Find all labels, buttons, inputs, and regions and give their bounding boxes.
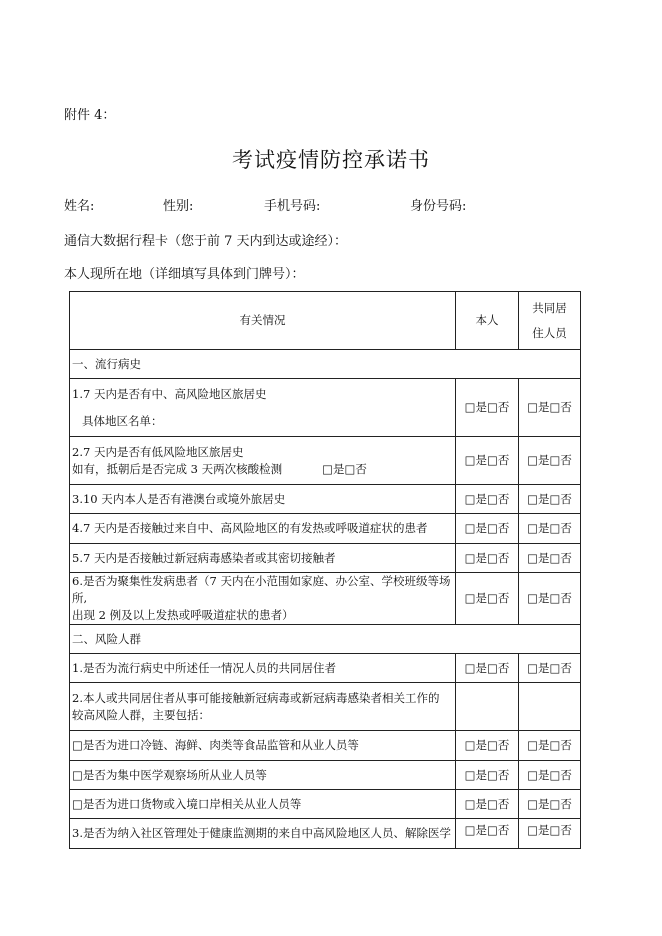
header-cohabitant-line1: 共同居 [532,300,567,315]
risk-row-2-self-empty [456,683,519,731]
risk-row-1-self-checkbox[interactable]: □是□否 [456,654,519,683]
table-row [70,544,581,573]
row-5-self-checkbox[interactable]: □是□否 [456,544,519,573]
risk-row-2b-cohabitant-checkbox[interactable]: □是□否 [519,761,581,790]
table-row [70,654,581,683]
row-1-cohabitant-checkbox[interactable]: □是□否 [519,379,581,437]
risk-row-2c-text[interactable]: □是否为进口货物或入境口岸相关从业人员等 [70,790,456,819]
risk-row-3-self-checkbox[interactable]: □是□否 [456,819,519,849]
risk-row-2b-text[interactable]: □是否为集中医学观察场所从业人员等 [70,761,456,790]
row-3-cohabitant-checkbox[interactable]: □是□否 [519,485,581,514]
row-2-text [70,437,456,485]
table-row [70,379,581,437]
header-situation: 有关情况 [70,292,456,350]
risk-row-2a-text[interactable]: □是否为进口冷链、海鲜、肉类等食品监管和从业人员等 [70,731,456,761]
row-4-text: 4.7 天内是否接触过来自中、高风险地区的有发热或呼吸道症状的患者 [70,514,456,544]
table-row [70,573,581,625]
itinerary-card-label: 通信大数据行程卡（您于前 7 天内到达或途经）： [64,234,348,249]
row-2-inline-checkbox[interactable]: □是□否 [322,461,367,476]
row-5-text: 5.7 天内是否接触过新冠病毒感染者或其密切接触者 [70,544,456,573]
risk-row-2c-cohabitant-checkbox[interactable]: □是□否 [519,790,581,819]
risk-row-1-text: 1.是否为流行病史中所述任一情况人员的共同居住者 [70,654,456,683]
row-2-line2: 如有，抵朝后是否完成 3 天两次核酸检测 [72,461,283,476]
table-row [70,437,581,485]
row-2-cohabitant-checkbox[interactable]: □是□否 [519,437,581,485]
row-1-line2: 具体地区名单： [82,413,163,428]
table-row [70,683,581,731]
table-row [70,819,581,849]
row-4-self-checkbox[interactable]: □是□否 [456,514,519,544]
row-6-cohabitant-checkbox[interactable]: □是□否 [519,573,581,625]
table-row [70,514,581,544]
section-row [70,350,581,379]
phone-label: 手机号码: [264,199,321,214]
row-2-self-checkbox[interactable]: □是□否 [456,437,519,485]
risk-row-3-text: 3.是否为纳入社区管理处于健康监测期的来自中高风险地区人员、解除医学 [70,819,456,849]
section-row [70,625,581,654]
row-6-self-checkbox[interactable]: □是□否 [456,573,519,625]
table-row [70,731,581,761]
row-4-cohabitant-checkbox[interactable]: □是□否 [519,514,581,544]
current-address-label: 本人现所在地（详细填写具体到门牌号）： [64,267,305,282]
risk-row-3-cohabitant-checkbox[interactable]: □是□否 [519,819,581,849]
row-5-cohabitant-checkbox[interactable]: □是□否 [519,544,581,573]
header-self: 本人 [456,292,519,350]
row-6-text [70,573,456,625]
row-1-self-checkbox[interactable]: □是□否 [456,379,519,437]
row-6-line2: 出现 2 例及以上发热或呼吸道症状的患者） [72,608,294,622]
table-row [70,485,581,514]
risk-row-2-text [70,683,456,731]
id-number-label: 身份号码: [410,199,467,214]
table-row [70,790,581,819]
gender-label: 性别: [163,199,194,214]
section-risk-group: 二、风险人群 [70,625,581,654]
header-cohabitant-line2: 住人员 [532,325,567,340]
risk-row-1-cohabitant-checkbox[interactable]: □是□否 [519,654,581,683]
section-epidemic-history: 一、流行病史 [70,350,581,379]
document-title: 考试疫情防控承诺书 [232,148,430,172]
row-6-line1: 6.是否为聚集性发病患者（7 天内在小范围如家庭、办公室、学校班级等场所, [72,574,451,605]
row-2-line1: 2.7 天内是否有低风险地区旅居史 [72,444,244,459]
row-3-self-checkbox[interactable]: □是□否 [456,485,519,514]
table-row [70,761,581,790]
risk-row-2b-self-checkbox[interactable]: □是□否 [456,761,519,790]
name-label: 姓名: [64,199,95,214]
risk-row-2-line2: 较高风险人群，主要包括： [72,707,210,722]
row-1-line1: 1.7 天内是否有中、高风险地区旅居史 [72,386,267,401]
risk-row-2a-cohabitant-checkbox[interactable]: □是□否 [519,731,581,761]
header-cohabitant [519,292,581,350]
risk-row-2a-self-checkbox[interactable]: □是□否 [456,731,519,761]
risk-row-2c-self-checkbox[interactable]: □是□否 [456,790,519,819]
risk-row-2-cohabitant-empty [519,683,581,731]
risk-row-2-line1: 2.本人或共同居住者从事可能接触新冠病毒或新冠病毒感染者相关工作的 [72,690,440,705]
epidemic-form-table [69,291,581,849]
attachment-label: 附件 4： [64,108,116,123]
row-3-text: 3.10 天内本人是否有港澳台或境外旅居史 [70,485,456,514]
table-header-row [70,292,581,350]
row-1-text [70,379,456,437]
